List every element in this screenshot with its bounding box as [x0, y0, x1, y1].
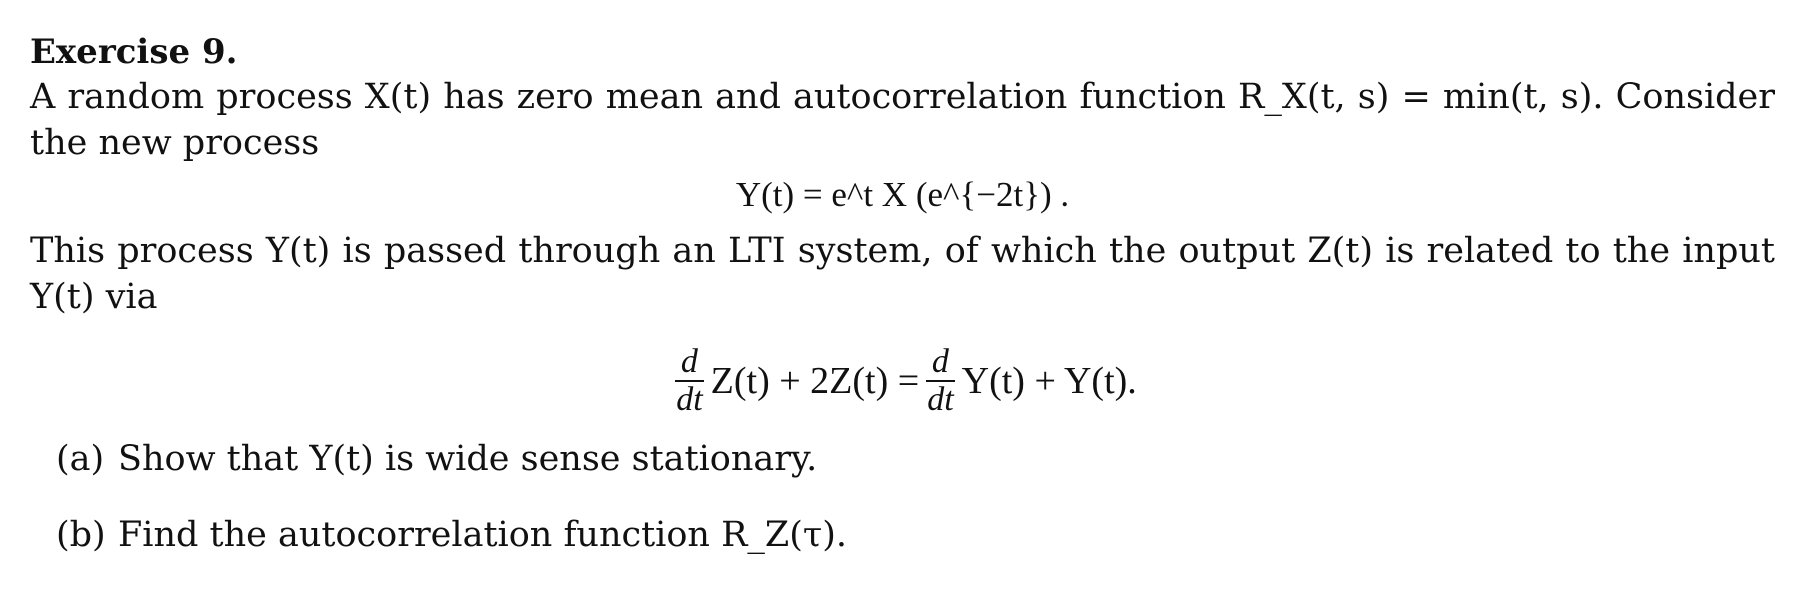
part-text: Find the autocorrelation function R_Z(τ). — [118, 515, 848, 555]
fraction-numerator: d — [926, 344, 955, 382]
display-equation-y: Y(t) = e^t X (e^{−2t}) . — [735, 175, 1070, 214]
middle-paragraph: This process Y(t) is passed through an LTI system, of which the output Z(t) is related to the input Y(t) via — [30, 231, 1775, 317]
exercise-parts — [30, 436, 1775, 558]
part-a — [56, 436, 1775, 482]
derivative-fraction-left — [672, 344, 706, 418]
fraction-denominator: dt — [927, 381, 954, 418]
exercise-document — [30, 30, 1775, 588]
part-label: (b) — [56, 515, 106, 555]
equation-left-term: Z(t) + 2Z(t) = — [710, 360, 920, 402]
fraction-numerator: d — [675, 344, 704, 382]
part-text: Show that Y(t) is wide sense stationary. — [118, 439, 818, 479]
display-equation-lti — [30, 338, 1775, 422]
equation-right-term: Y(t) + Y(t). — [961, 360, 1137, 402]
part-label: (a) — [56, 439, 105, 479]
derivative-fraction-right — [923, 344, 957, 418]
intro-paragraph: A random process X(t) has zero mean and autocorrelation function R_X(t, s) = min(t, s). Consider the new process — [30, 77, 1775, 163]
part-b — [56, 512, 1775, 558]
lti-equation — [668, 344, 1137, 418]
exercise-title: Exercise 9. — [30, 32, 238, 72]
fraction-denominator: dt — [676, 381, 703, 418]
